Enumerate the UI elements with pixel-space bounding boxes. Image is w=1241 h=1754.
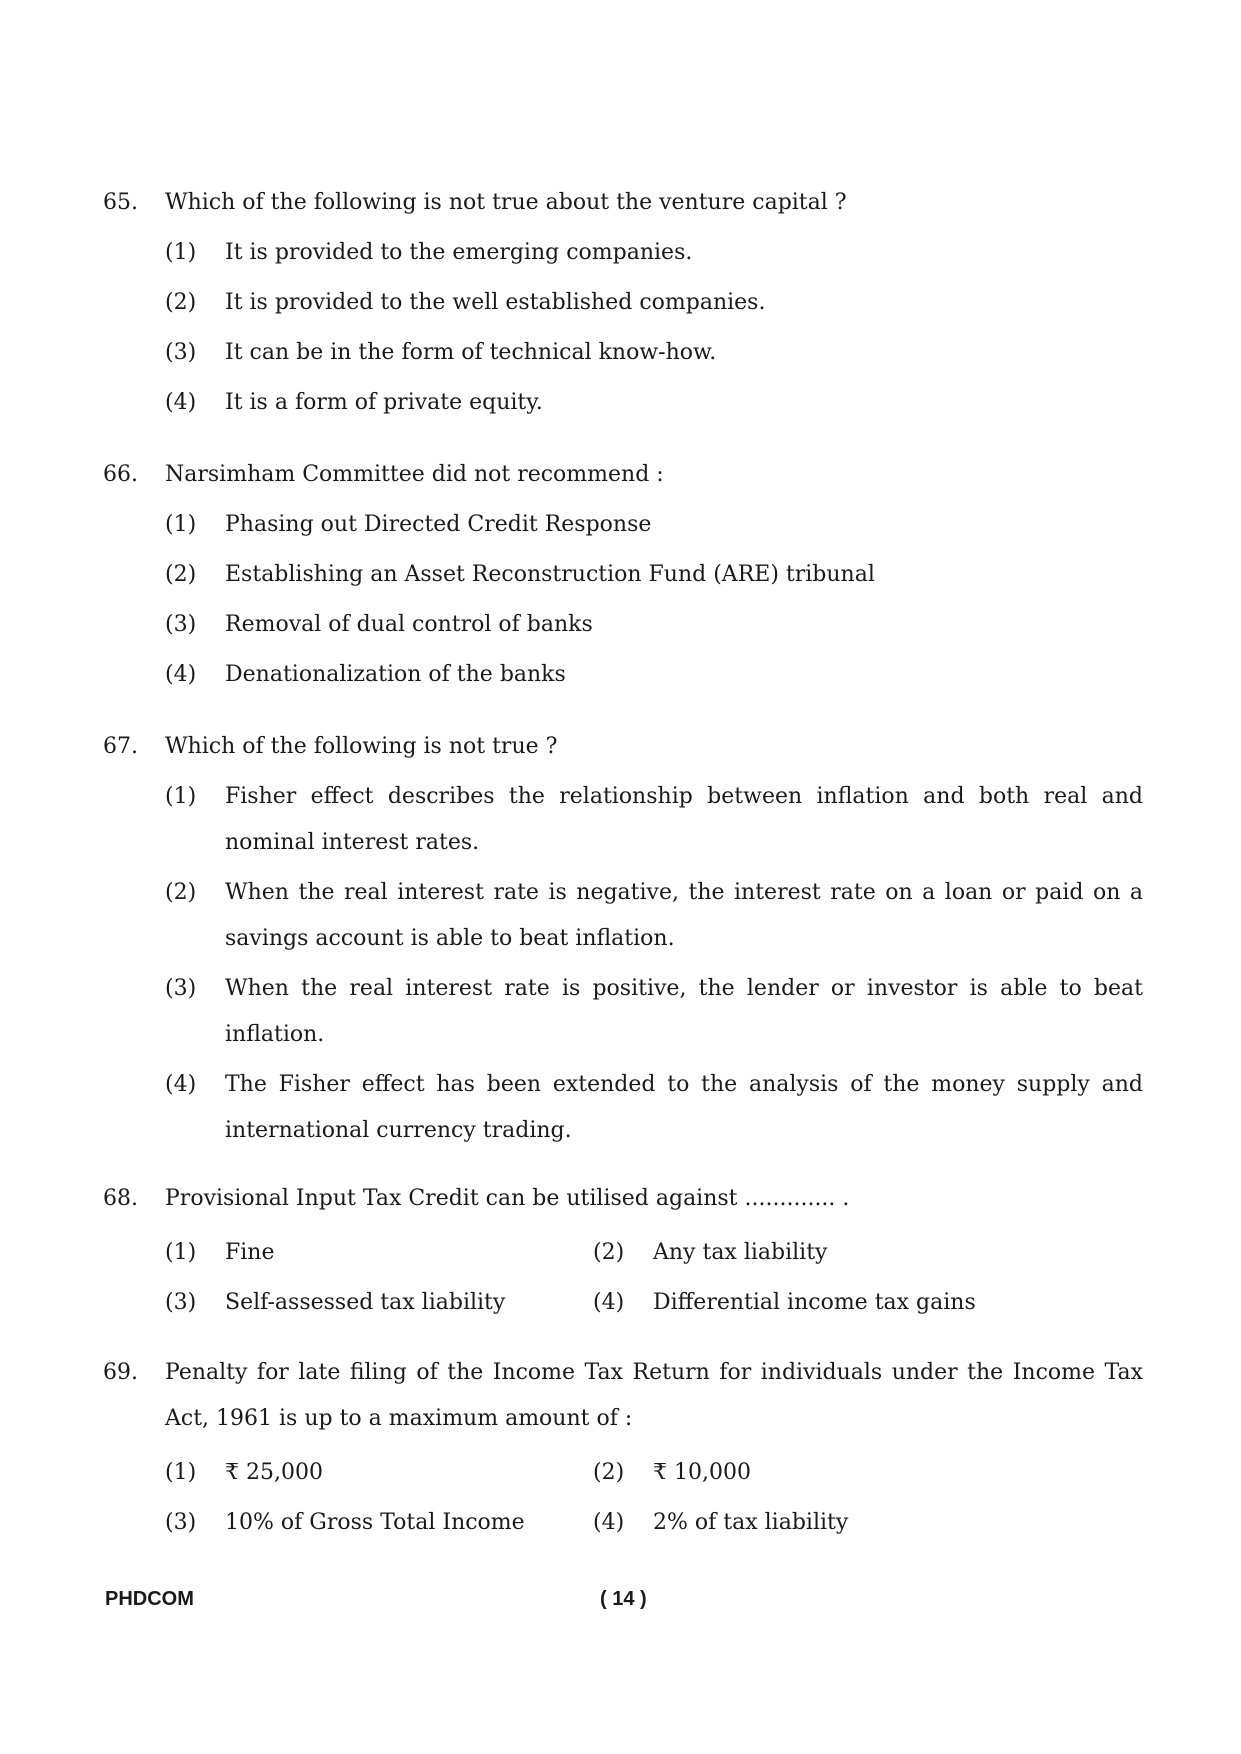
option-text: Removal of dual control of banks: [225, 612, 593, 637]
option-label: (4): [165, 1072, 197, 1097]
question-number: 66.: [103, 462, 138, 487]
question-text: Provisional Input Tax Credit can be utilised against ............. .: [165, 1186, 850, 1211]
option: [165, 1450, 593, 1496]
option-label: (2): [593, 1240, 625, 1265]
option-text: 10% of Gross Total Income: [225, 1510, 525, 1535]
question-text: Narsimham Committee did not recommend :: [165, 462, 664, 487]
option-label: (1): [165, 240, 197, 265]
option-text: Self-assessed tax liability: [225, 1290, 506, 1315]
question-65: [103, 180, 1143, 426]
option-label: (2): [165, 290, 197, 315]
option: [165, 552, 1143, 598]
option-text: Establishing an Asset Reconstruction Fund (ARE) tribunal: [225, 562, 875, 587]
option-text: ₹ 25,000: [225, 1460, 323, 1485]
option: [165, 774, 1143, 866]
option-label: (3): [165, 976, 197, 1001]
option-label: (3): [165, 1290, 197, 1315]
option: [165, 330, 1143, 376]
option-text: Fine: [225, 1240, 275, 1265]
option: [165, 280, 1143, 326]
option-label: (2): [165, 880, 197, 905]
option-text: Any tax liability: [653, 1240, 828, 1265]
option: [593, 1450, 1073, 1496]
question-67: [103, 724, 1143, 1154]
question-number: 65.: [103, 190, 138, 215]
option: [165, 652, 1143, 698]
option-label: (2): [593, 1460, 625, 1485]
option-text: Phasing out Directed Credit Response: [225, 512, 652, 537]
option: [165, 870, 1143, 962]
option-text: When the real interest rate is negative, the interest rate on a loan or paid on a savings account is able to beat inflation.: [225, 880, 1143, 951]
option-label: (4): [593, 1510, 625, 1535]
question-text: Which of the following is not true ?: [165, 734, 558, 759]
option: [165, 1062, 1143, 1154]
question-69: [103, 1350, 1143, 1546]
option: [165, 966, 1143, 1058]
option: [165, 1500, 593, 1546]
option: [165, 1230, 593, 1276]
option: [593, 1280, 1073, 1326]
question-number: 67.: [103, 734, 138, 759]
question-text: Which of the following is not true about the venture capital ?: [165, 190, 847, 215]
footer-code: PHDCOM: [105, 1588, 194, 1610]
option: [593, 1230, 1073, 1276]
question-66: [103, 452, 1143, 698]
option-label: (2): [165, 562, 197, 587]
option: [165, 380, 1143, 426]
option-label: (3): [165, 340, 197, 365]
option-text: When the real interest rate is positive, the lender or investor is able to beat inflation.: [225, 976, 1143, 1047]
option-label: (1): [165, 512, 197, 537]
question-text: Penalty for late filing of the Income Tax Return for individuals under the Income Tax Act, 1961 is up to a maximum amount of :: [165, 1360, 1143, 1431]
option: [165, 602, 1143, 648]
option: [165, 1280, 593, 1326]
question-number: 69.: [103, 1360, 138, 1385]
option-label: (3): [165, 1510, 197, 1535]
option-label: (1): [165, 784, 197, 809]
option-text: It is a form of private equity.: [225, 390, 543, 415]
option: [165, 502, 1143, 548]
option-label: (3): [165, 612, 197, 637]
option: [593, 1500, 1073, 1546]
option-text: 2% of tax liability: [653, 1510, 849, 1535]
option-text: ₹ 10,000: [653, 1460, 751, 1485]
option-label: (4): [593, 1290, 625, 1315]
option-label: (4): [165, 390, 197, 415]
option-label: (1): [165, 1460, 197, 1485]
question-68: [103, 1176, 1143, 1326]
option-text: It is provided to the well established companies.: [225, 290, 766, 315]
question-number: 68.: [103, 1186, 138, 1211]
option: [165, 230, 1143, 276]
option-label: (4): [165, 662, 197, 687]
option-text: It can be in the form of technical know-how.: [225, 340, 717, 365]
option-text: Denationalization of the banks: [225, 662, 566, 687]
option-text: The Fisher effect has been extended to the analysis of the money supply and international currency trading.: [225, 1072, 1143, 1143]
option-text: Differential income tax gains: [653, 1290, 976, 1315]
option-label: (1): [165, 1240, 197, 1265]
footer-page-number: ( 14 ): [600, 1588, 647, 1610]
option-text: Fisher effect describes the relationship between inflation and both real and nominal interest rates.: [225, 784, 1143, 855]
option-text: It is provided to the emerging companies.: [225, 240, 693, 265]
